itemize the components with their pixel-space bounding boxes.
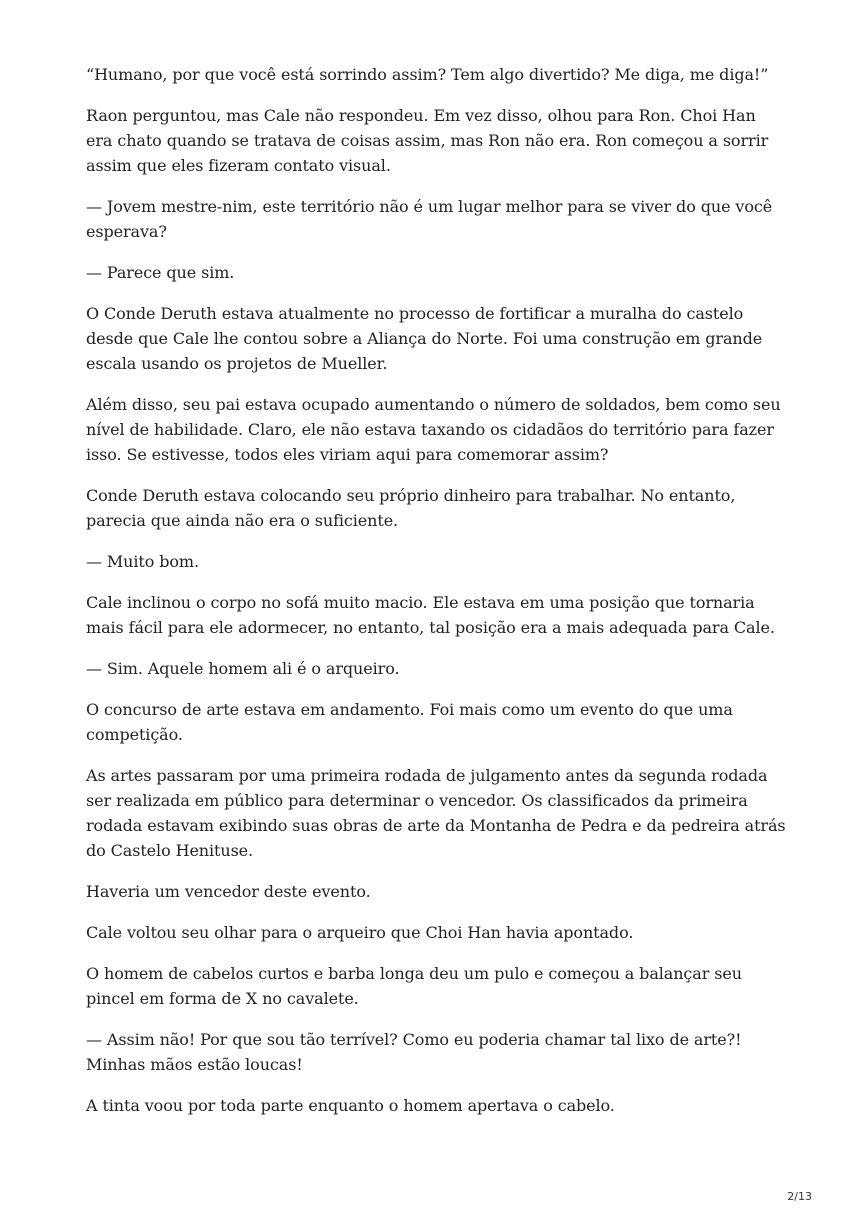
paragraph: Além disso, seu pai estava ocupado aumentando o número de soldados, bem como seu nível de habilidade. Claro, ele não estava taxando os cidadãos do território para fazer isso. Se estivesse, todos eles viriam aqui para comemorar assim? (86, 395, 781, 464)
paragraph: A tinta voou por toda parte enquanto o homem apertava o cabelo. (86, 1096, 615, 1115)
paragraph: Raon perguntou, mas Cale não respondeu. Em vez disso, olhou para Ron. Choi Han era chato quando se tratava de coisas assim, mas Ron não era. Ron começou a sorrir assim que eles fizeram contato visual. (86, 106, 769, 175)
paragraph: “Humano, por que você está sorrindo assim? Tem algo divertido? Me diga, me diga!” (86, 65, 769, 84)
paragraph: Haveria um vencedor deste evento. (86, 882, 371, 901)
paragraph: — Muito bom. (86, 552, 199, 571)
paragraph: Cale inclinou o corpo no sofá muito macio. Ele estava em uma posição que tornaria mais fácil para ele adormecer, no entanto, tal posição era a mais adequada para Cale. (86, 593, 775, 637)
paragraph: Cale voltou seu olhar para o arqueiro que Choi Han havia apontado. (86, 923, 634, 942)
paragraph: O homem de cabelos curtos e barba longa deu um pulo e começou a balançar seu pincel em forma de X no cavalete. (86, 964, 742, 1008)
paragraph: O Conde Deruth estava atualmente no processo de fortificar a muralha do castelo desde que Cale lhe contou sobre a Aliança do Norte. Foi uma construção em grande escala usando os projetos de Mueller. (86, 304, 763, 373)
paragraph: — Parece que sim. (86, 263, 235, 282)
page-number: 2/13 (787, 1190, 812, 1203)
paragraph: As artes passaram por uma primeira rodada de julgamento antes da segunda rodada ser realizada em público para determinar o vencedor. Os classificados da primeira rodada estavam exibindo suas obras de arte da Montanha de Pedra e da pedreira atrás do Castelo Henituse. (86, 766, 786, 860)
paragraph: Conde Deruth estava colocando seu próprio dinheiro para trabalhar. No entanto, parecia que ainda não era o suficiente. (86, 486, 736, 530)
paragraph: O concurso de arte estava em andamento. Foi mais como um evento do que uma competição. (86, 700, 733, 744)
paragraph: — Sim. Aquele homem ali é o arqueiro. (86, 659, 400, 678)
paragraph: — Jovem mestre-nim, este território não é um lugar melhor para se viver do que você esperava? (86, 197, 773, 241)
paragraph: — Assim não! Por que sou tão terrível? Como eu poderia chamar tal lixo de arte?! Minhas mãos estão loucas! (86, 1030, 742, 1074)
document-body (86, 62, 786, 1134)
